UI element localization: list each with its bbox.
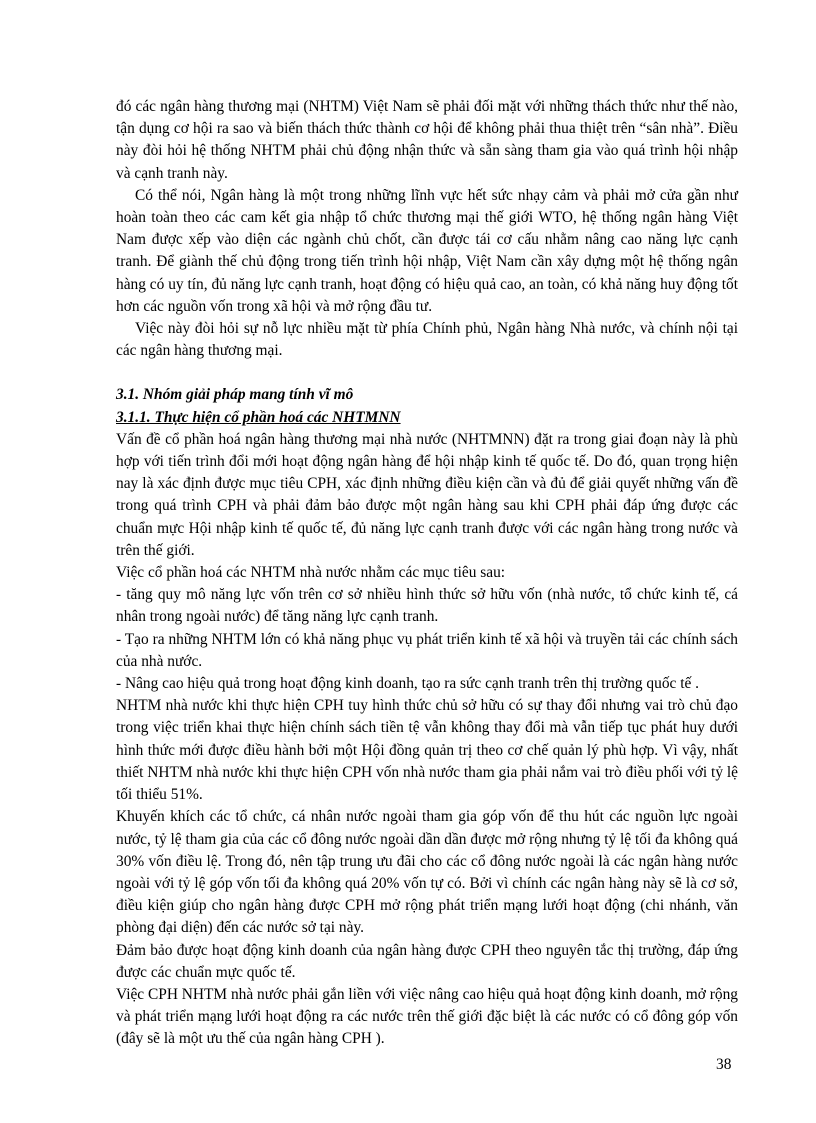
body-paragraph-2: Việc cổ phần hoá các NHTM nhà nước nhằm các mục tiêu sau: bbox=[116, 564, 506, 582]
section-heading: 3.1. Nhóm giải pháp mang tính vĩ mô bbox=[116, 386, 354, 404]
list-item-1: - tăng quy mô năng lực vốn trên cơ sở nhiều hình thức sở hữu vốn (nhà nước, tổ chức kinh tế, cá nhân trong ngoài nước) để tăng năng lực cạnh tranh. bbox=[116, 586, 738, 626]
body-paragraph-3: NHTM nhà nước khi thực hiện CPH tuy hình thức chủ sở hữu có sự thay đổi nhưng vai trò chủ đạo trong việc triển khai thực hiện chính sách tiền tệ vẫn không thay đổi mà vẫn tiếp tục phát huy dưới hình thức mới được điều hành bởi một Hội đồng quản trị theo cơ chế quản lý phù hợp. Vì vậy, nhất thiết NHTM nhà nước khi thực hiện CPH vốn nhà nước tham gia phải nắm vai trò điều phối với tỷ lệ tối thiểu 51%. bbox=[116, 697, 738, 804]
body-paragraph-4: Khuyến khích các tổ chức, cá nhân nước ngoài tham gia góp vốn để thu hút các nguồn lực ngoài nước, tỷ lệ tham gia của các cổ đông nước ngoài dần dần được mở rộng nhưng tỷ lệ tối đa không quá 30% vốn điều lệ. Trong đó, nên tập trung ưu đãi cho các cổ đông nước ngoài là các ngân hàng nước ngoài với tỷ lệ góp vốn tối đa không quá 20% vốn tự có. Bởi vì chính các ngân hàng này sẽ là cơ sở, điều kiện giúp cho ngân hàng được CPH mở rộng phát triển mạng lưới hoạt động (chi nhánh, văn phòng đại diện) đến các nước sở tại này. bbox=[116, 808, 738, 937]
body-paragraph-6: Việc CPH NHTM nhà nước phải gắn liền với việc nâng cao hiệu quả hoạt động kinh doanh, mở rộng và phát triển mạng lưới hoạt động ra các nước trên thế giới đặc biệt là các nước có cổ đông góp vốn (đây sẽ là một ưu thế của ngân hàng CPH ). bbox=[116, 985, 738, 1048]
list-item-2: - Tạo ra những NHTM lớn có khả năng phục vụ phát triển kinh tế xã hội và truyền tải các chính sách của nhà nước. bbox=[116, 630, 738, 670]
intro-paragraph-1: đó các ngân hàng thương mại (NHTM) Việt Nam sẽ phải đối mặt với những thách thức như thế nào, tận dụng cơ hội ra sao và biến thách thức thành cơ hội để không phải thua thiệt trên “sân nhà”. Điều này đòi hỏi hệ thống NHTM phải chủ động nhận thức và sẵn sàng tham gia vào quá trình hội nhập và cạnh tranh này. bbox=[116, 98, 738, 182]
intro-paragraph-2: Có thể nói, Ngân hàng là một trong những lĩnh vực hết sức nhạy cảm và phải mở cửa gần như hoàn toàn theo các cam kết gia nhập tổ chức thương mại thế giới WTO, hệ thống ngân hàng Việt Nam được xếp vào diện các ngành chủ chốt, cần được tái cơ cấu nhằm nâng cao năng lực cạnh tranh. Để giành thế chủ động trong tiến trình hội nhập, Việt Nam cần xây dựng một hệ thống ngân hàng có uy tín, đủ năng lực cạnh tranh, hoạt động có hiệu quả cao, an toàn, có khả năng huy động tốt hơn các nguồn vốn trong xã hội và mở rộng đầu tư. bbox=[116, 186, 738, 315]
body-paragraph-1: Vấn đề cổ phần hoá ngân hàng thương mại nhà nước (NHTMNN) đặt ra trong giai đoạn này là phù hợp với tiến trình đổi mới hoạt động ngân hàng để hội nhập kinh tế quốc tế. Do đó, quan trọng hiện nay là xác định được mục tiêu CPH, xác định những điều kiện cần và đủ để giải quyết những vấn đề trong quá trình CPH và phải đảm bảo được một ngân hàng sau khi CPH phải đáp ứng được các chuẩn mực Hội nhập kinh tế quốc tế, đủ năng lực cạnh tranh được với các ngân hàng trong nước và trên thế giới. bbox=[116, 430, 738, 559]
body-paragraph-5: Đảm bảo được hoạt động kinh doanh của ngân hàng được CPH theo nguyên tắc thị trường, đáp ứng được các chuẩn mực quốc tế. bbox=[116, 941, 738, 981]
subsection-heading: 3.1.1. Thực hiện cổ phần hoá các NHTMNN bbox=[116, 408, 401, 426]
document-page bbox=[116, 96, 738, 1051]
spacer bbox=[116, 362, 738, 384]
intro-paragraph-3: Việc này đòi hỏi sự nỗ lực nhiều mặt từ phía Chính phủ, Ngân hàng Nhà nước, và chính nội tại các ngân hàng thương mại. bbox=[116, 320, 738, 360]
list-item-3: - Nâng cao hiệu quả trong hoạt động kinh doanh, tạo ra sức cạnh tranh trên thị trường quốc tế . bbox=[116, 675, 699, 693]
page-number: 38 bbox=[716, 1056, 732, 1073]
